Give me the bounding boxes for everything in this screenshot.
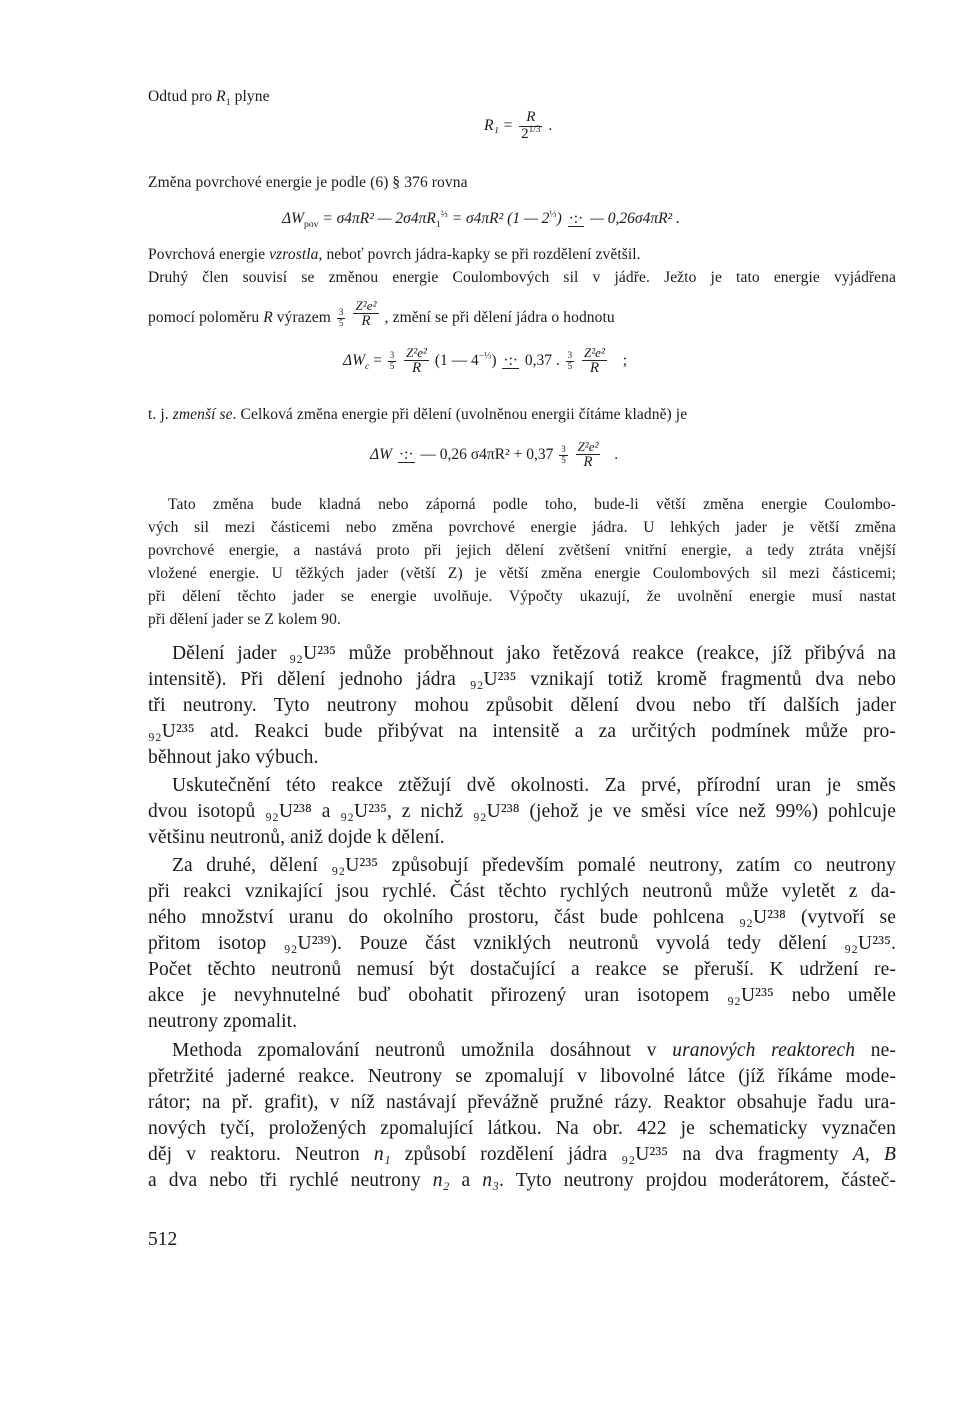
text-span: Methoda zpomalování neutronů umožnila dosáhnout v	[172, 1040, 673, 1061]
frac-den: 5	[567, 360, 573, 371]
text-line: při dělení těchto jader se energie uvolňuje. Výpočty ukazují, že uvolnění energie musí nastat	[148, 588, 896, 605]
text-line	[148, 1170, 896, 1192]
text-line	[172, 1040, 896, 1062]
frac-num: Z²e²	[577, 439, 599, 454]
eq-part: (1 — 4	[434, 351, 479, 369]
text-span: Odtud pro	[148, 88, 217, 105]
text-line: povrchové energie, a nastává proto při jejich dělení zvětšení vnitřní energie, a tedy ztráta vnější	[148, 542, 896, 559]
text-line: nových tyčí, proložených zpomalující látkou. Na obr. 422 je schematicky vyznačen	[148, 1118, 896, 1139]
text-span: pomocí poloměru	[148, 308, 264, 326]
frac-den: $2^{1/3}$	[521, 124, 541, 142]
eq-part: )	[491, 351, 497, 369]
text-span: děj v reaktoru. Neutron	[148, 1144, 374, 1165]
eq-lhs: ΔW	[282, 210, 305, 227]
text-span: výrazem	[272, 308, 331, 326]
text-line: dvou isotopů ₉₂U²³⁸ a ₉₂U²³⁵, z nichž ₉₂U²³⁸ (jehož je ve směsi více než 99%) pohlcuje	[148, 801, 896, 822]
text-line: Počet těchto neutronů nemusí být dostačující a reakce se přeruší. K udržení re-	[148, 959, 896, 980]
text-line	[148, 406, 687, 424]
fraction	[559, 445, 568, 465]
fraction	[566, 351, 575, 371]
text-line: Za druhé, dělení ₉₂U²³⁵ způsobují především pomalé neutrony, zatím co neutrony	[172, 855, 896, 876]
fraction	[404, 346, 429, 376]
superscript: ⅔	[440, 208, 448, 220]
text-line	[148, 88, 270, 109]
frac-den: 5	[338, 317, 344, 328]
page-number: 512	[148, 1229, 178, 1250]
fraction	[353, 299, 378, 329]
frac-den: 5	[561, 454, 566, 465]
eq-lhs: R₁ =	[484, 116, 514, 134]
eq-part: )	[556, 210, 562, 227]
text-line: tři neutrony. Tyto neutrony mohou způsobit dělení dvou nebo tří dalších jader	[148, 695, 896, 716]
text-line: vložené energie. U těžkých jader (větší Z) je větší změna energie Coulombových sil mezi částicemi;	[148, 565, 896, 582]
italic-span: vzrostla	[269, 246, 319, 263]
fraction	[582, 346, 607, 376]
approx-sign: ·:·	[500, 352, 521, 370]
text-span: . Celková změna energie při dělení (uvolněnou energii čítáme kladně) je	[232, 406, 688, 423]
frac-den: R	[589, 359, 600, 376]
symbol: R	[216, 88, 226, 105]
text-line: přitom isotop ₉₂U²³⁹). Pouze část vzniklých neutronů vyvolá tedy dělení ₉₂U²³⁵.	[148, 933, 896, 954]
text-line: Změna povrchové energie je podle (6) § 376 rovna	[148, 174, 468, 191]
text-line: akce je nevyhnutelné buď obohatit přirozený uran isotopem ₉₂U²³⁵ nebo uměle	[148, 985, 896, 1006]
frac-den: R	[411, 359, 422, 376]
text-line: vých sil mezi částicemi nebo změna povrchové energie jádra. U lehkých jader je větší změna	[148, 519, 896, 536]
italic-span: n₁	[373, 1144, 391, 1165]
eq-part: = σ4πR² (1 — 2	[447, 210, 550, 227]
eq-part: =	[369, 351, 386, 369]
frac-den: R	[361, 312, 371, 329]
fraction	[388, 351, 397, 371]
text-span: Povrchová energie	[148, 246, 270, 263]
text-line: většinu neutronů, aniž dojde k dělení.	[148, 827, 445, 848]
frac-num: Z²e²	[406, 345, 427, 360]
frac-num: 3	[389, 350, 395, 361]
fraction	[337, 308, 346, 328]
text-span: plyne	[230, 88, 270, 105]
text-line: ného množství uranu do okolního prostoru, část bude pohlcena ₉₂U²³⁸ (vytvoří se	[148, 907, 896, 928]
text-line	[148, 246, 641, 264]
exp-den: 3	[535, 124, 541, 135]
text-line: při dělení jader se Z kolem 90.	[148, 611, 341, 628]
text-line: intensitě). Při dělení jednoho jádra ₉₂U²³⁵ vznikají totiž kromě fragmentů dva nebo	[148, 669, 896, 690]
superscript: −⅓	[478, 350, 492, 362]
italic-span: n₃	[482, 1170, 500, 1191]
text-span: způsobí rozdělení jádra ₉₂U²³⁵ na dva fragmenty	[390, 1144, 853, 1165]
italic-span: n₂	[432, 1170, 450, 1191]
text-line: Druhý člen souvisí se změnou energie Coulombových sil v jádře. Ježto je tato energie vyjádřena	[148, 269, 896, 286]
text-span: . Tyto neutrony projdou moderátorem, částeč-	[499, 1170, 896, 1191]
frac-num: R	[519, 110, 542, 127]
text-span: , neboť povrch jádra-kapky se při rozdělení zvětšil.	[318, 246, 641, 263]
eq-lhs: ΔW	[370, 445, 393, 463]
italic-span: uranových reaktorech	[672, 1040, 856, 1061]
frac-num: 3	[561, 444, 566, 455]
text-line: při reakci vznikající jsou rychlé. Část těchto rychlých neutronů může vyletět z da-	[148, 881, 896, 902]
fraction	[576, 440, 601, 470]
approx-sign: ·:·	[396, 446, 417, 464]
frac-den: R	[583, 453, 593, 470]
text-span: a	[449, 1170, 483, 1191]
eq-part: — 0,26σ4πR² .	[586, 210, 680, 227]
frac-den: 5	[389, 360, 395, 371]
text-line	[148, 1144, 896, 1166]
fraction	[519, 110, 542, 143]
subscript: c	[365, 360, 370, 372]
eq-dot: .	[614, 445, 619, 463]
text-line: ₉₂U²³⁵ atd. Reakci bude přibývat na intensitě a za určitých podmínek může pro-	[148, 721, 896, 742]
equation-delta-w-total	[370, 440, 618, 470]
frac-num: Z²e²	[584, 345, 605, 360]
italic-span: A, B	[852, 1144, 896, 1165]
text-line: Uskutečnění této reakce ztěžují dvě okolnosti. Za prvé, přírodní uran je směs	[172, 775, 896, 796]
equation-r1	[484, 110, 552, 143]
text-line: přetržité jaderné reakce. Neutrony se zpomalují v libovolné látce (jíž říkáme mode-	[148, 1066, 896, 1087]
text-span: a dva nebo tři rychlé neutrony	[148, 1170, 433, 1191]
equation-delta-w-pov	[282, 208, 680, 231]
subscript: 1	[225, 97, 231, 109]
base: 2	[521, 125, 529, 142]
equation-delta-w-c	[343, 346, 627, 376]
eq-lhs: ΔW	[343, 351, 366, 369]
text-line: rátor; na př. grafit), v níž nastávají převážně pružné rázy. Reaktor obsahuje řadu ura-	[148, 1092, 896, 1113]
text-line: neutrony zpomalit.	[148, 1011, 298, 1032]
eq-part: 0,37 .	[521, 351, 564, 369]
text-line: Tato změna bude kladná nebo záporná podle toho, bude-li větší změna energie Coulombo-	[168, 496, 896, 513]
approx-sign: ·:·	[566, 210, 587, 228]
text-span: ne-	[855, 1040, 896, 1061]
eq-part: — 0,26 σ4πR² + 0,37	[416, 445, 558, 463]
frac-num: 3	[567, 350, 573, 361]
eq-dot: .	[548, 116, 553, 134]
eq-semicolon: ;	[622, 351, 628, 369]
subscript: pov	[304, 219, 319, 231]
text-line	[148, 298, 615, 333]
eq-part: = σ4πR² — 2σ4πR	[318, 210, 436, 227]
italic-span: zmenší se	[172, 406, 233, 423]
text-span: , změní se při dělení jádra o hodnotu	[384, 308, 615, 326]
superscript: ⅓	[549, 208, 557, 220]
exp-num: 1	[528, 124, 534, 135]
subscript: 1	[435, 219, 441, 231]
frac-num: Z²e²	[355, 298, 377, 313]
text-line: Dělení jader ₉₂U²³⁵ může proběhnout jako řetězová reakce (reakce, jíž přibývá na	[172, 643, 896, 664]
text-span: t. j.	[148, 406, 173, 423]
frac-num: 3	[338, 307, 344, 318]
italic-span: R	[263, 308, 273, 326]
text-line: běhnout jako výbuch.	[148, 747, 319, 768]
